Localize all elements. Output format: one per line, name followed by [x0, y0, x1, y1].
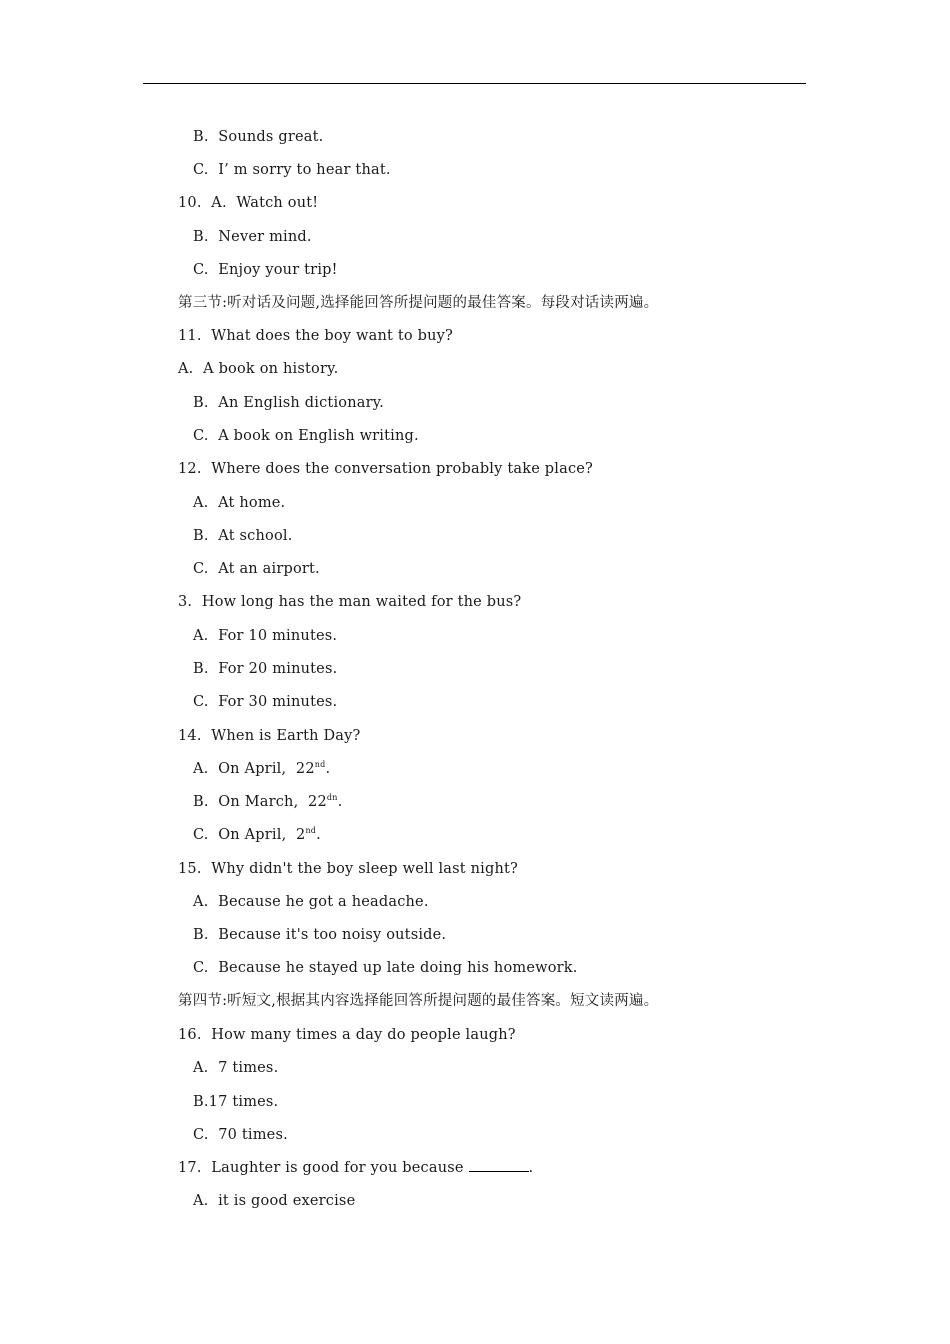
question-16: 16. How many times a day do people laugh? [178, 1027, 516, 1043]
option-13c: C. For 30 minutes. [193, 694, 338, 710]
question-12: 12. Where does the conversation probably take place? [178, 461, 594, 477]
question-17: 17. Laughter is good for you because . [178, 1160, 534, 1176]
option-16b: B.17 times. [193, 1094, 279, 1110]
question-10: 10. A. Watch out! [178, 195, 319, 211]
section-3-heading: 第三节:听对话及问题,选择能回答所提问题的最佳答案。每段对话读两遍。 [178, 295, 659, 311]
option-10b: B. Never mind. [193, 229, 312, 245]
option-16a: A. 7 times. [193, 1060, 279, 1076]
question-15: 15. Why didn't the boy sleep well last night? [178, 861, 519, 877]
option-10c: C. Enjoy your trip! [193, 262, 338, 278]
option-14c: C. On April, 2nd. [193, 826, 321, 843]
option-14b: B. On March, $22^{dn}$. [193, 793, 343, 810]
option-11b: B. An English dictionary. [193, 395, 384, 411]
option-12c: C. At an airport. [193, 561, 320, 577]
option-9b: B. Sounds great. [193, 129, 324, 145]
option-9c: C. I’ m sorry to hear that. [193, 162, 391, 178]
option-15c: C. Because he stayed up late doing his homework. [193, 960, 578, 976]
option-11a: A. A book on history. [178, 361, 339, 377]
question-13: 3. How long has the man waited for the bus? [178, 594, 522, 610]
section-4-heading: 第四节:听短文,根据其内容选择能回答所提问题的最佳答案。短文读两遍。 [178, 993, 659, 1009]
option-12a: A. At home. [193, 495, 286, 511]
option-15b: B. Because it's too noisy outside. [193, 927, 447, 943]
option-11c: C. A book on English writing. [193, 428, 419, 444]
question-14: 14. When is Earth Day? [178, 728, 361, 744]
option-17a: A. it is good exercise [193, 1193, 356, 1209]
option-13a: A. For 10 minutes. [193, 628, 338, 644]
question-11: 11. What does the boy want to buy? [178, 328, 453, 344]
answer-blank [469, 1159, 529, 1172]
option-14a: A. On April, 22nd. [193, 760, 331, 777]
header-rule [143, 83, 806, 84]
option-13b: B. For 20 minutes. [193, 661, 338, 677]
option-12b: B. At school. [193, 528, 293, 544]
option-15a: A. Because he got a headache. [193, 894, 429, 910]
option-16c: C. 70 times. [193, 1127, 288, 1143]
